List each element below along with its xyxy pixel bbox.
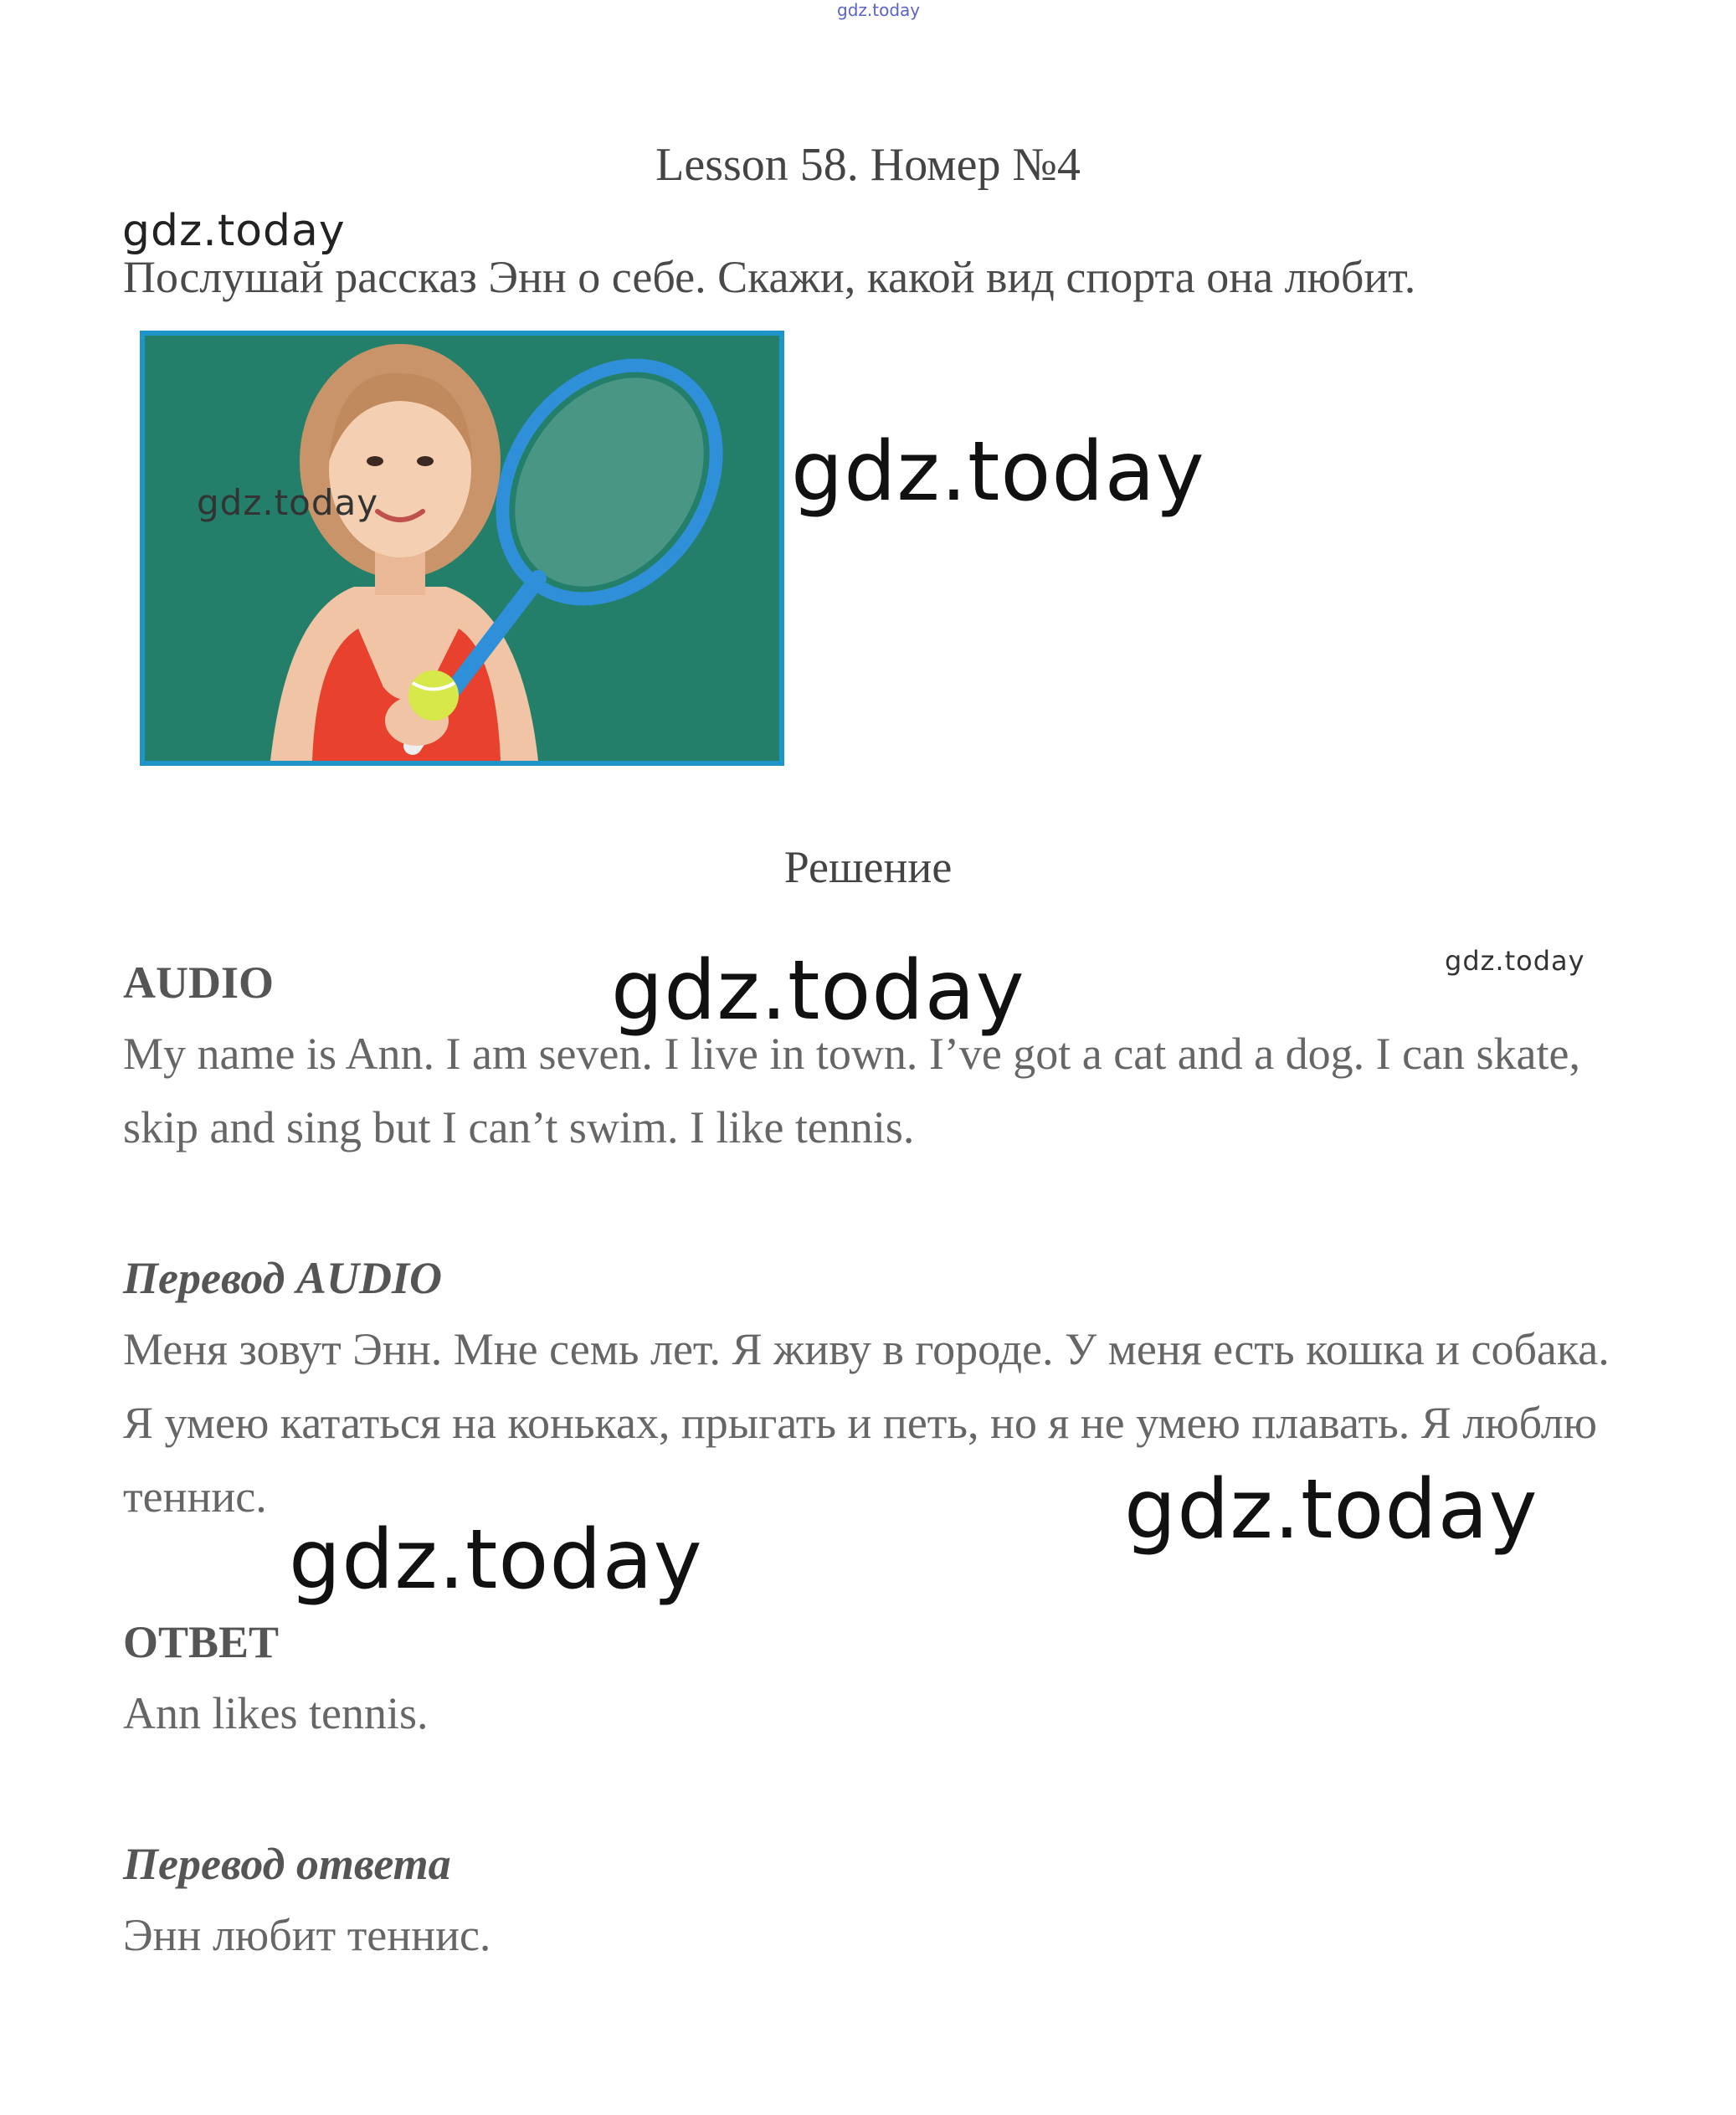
watermark: gdz.today bbox=[791, 424, 1205, 520]
watermark-top: gdz.today bbox=[837, 0, 921, 20]
page-title: Lesson 58. Номер №4 bbox=[655, 139, 1081, 191]
answer-translation-text: Энн любит теннис. bbox=[123, 1909, 491, 1960]
solution-heading: Решение bbox=[783, 842, 953, 892]
answer-text: Ann likes tennis. bbox=[123, 1687, 429, 1738]
task-text: Послушай рассказ Энн о себе. Скажи, какой вид спорта она любит. bbox=[123, 252, 1416, 302]
answer-section bbox=[123, 1615, 1630, 1750]
watermark: gdz.today bbox=[1445, 945, 1585, 977]
audio-translation-heading: Перевод AUDIO bbox=[123, 1253, 442, 1303]
tennis-girl-photo bbox=[140, 331, 784, 766]
audio-translation-text: Меня зовут Энн. Мне семь лет. Я живу в городе. У меня есть кошка и собака. Я умею кататься на коньках, прыгать и петь, но я не умею плавать. Я люблю теннис. bbox=[123, 1323, 1610, 1522]
audio-section bbox=[123, 956, 1630, 1164]
audio-heading: AUDIO bbox=[123, 957, 275, 1008]
watermark: gdz.today bbox=[1124, 1462, 1538, 1558]
photo-illustration bbox=[145, 336, 779, 761]
audio-text: My name is Ann. I am seven. I live in town. I’ve got a cat and a dog. I can skate, skip and sing but I can’t swim. I like tennis. bbox=[123, 1028, 1580, 1152]
watermark: gdz.today bbox=[197, 482, 379, 523]
answer-heading: ОТВЕТ bbox=[123, 1617, 280, 1667]
watermark: gdz.today bbox=[289, 1512, 703, 1608]
answer-translation-section bbox=[123, 1837, 1630, 1972]
watermark: gdz.today bbox=[611, 943, 1025, 1039]
watermark: gdz.today bbox=[122, 206, 346, 256]
answer-translation-heading: Перевод ответа bbox=[123, 1839, 451, 1889]
